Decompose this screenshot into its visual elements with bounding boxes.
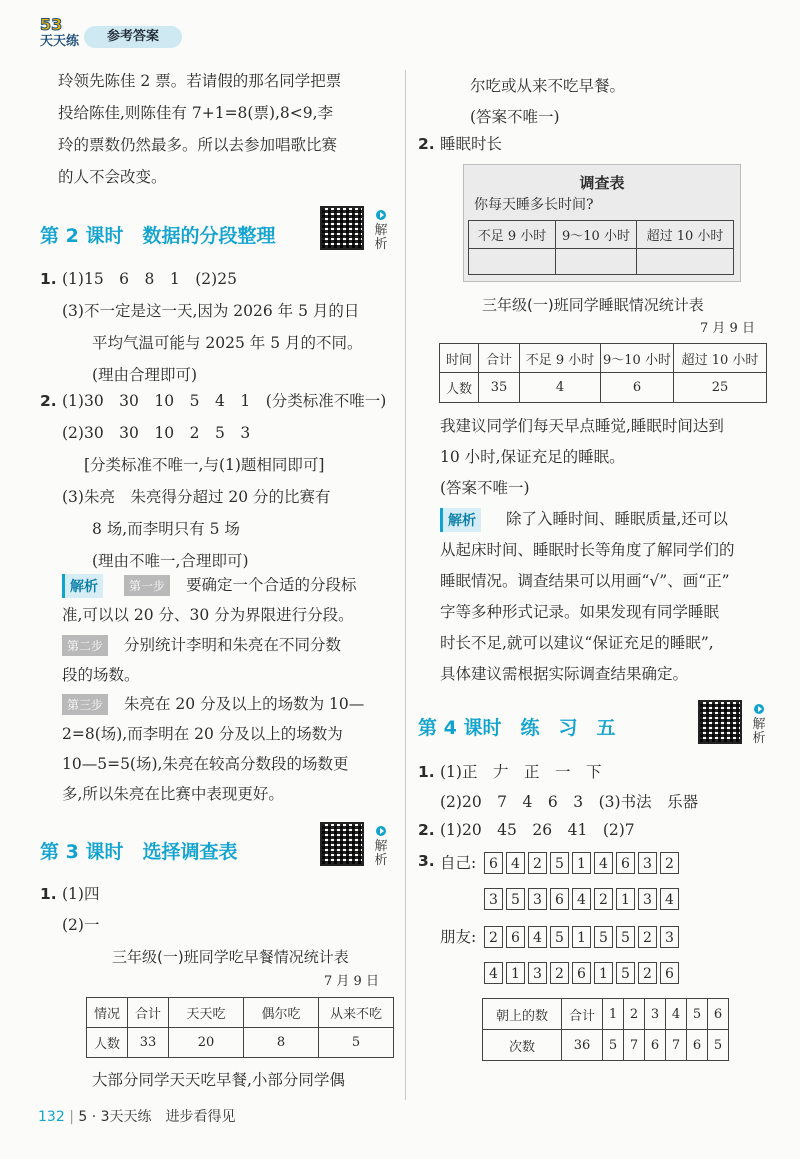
digit-box: 5 [550, 852, 569, 874]
digit-box: 4 [660, 888, 679, 910]
qr-code-icon[interactable] [320, 206, 364, 250]
digit-box: 6 [660, 962, 679, 984]
table-title: 三年级(一)班同学睡眠情况统计表 [482, 296, 704, 314]
table-title: 三年级(一)班同学吃早餐情况统计表 [112, 948, 349, 966]
continued-text: 的人不会改变。 [58, 168, 167, 186]
sleep-table [439, 343, 767, 403]
continued-text: 玲的票数仍然最多。所以去参加唱歌比赛 [58, 136, 338, 154]
table-header: 5 [687, 999, 708, 1030]
table-header: 偶尔吃 [244, 998, 319, 1028]
digit-box: 6 [484, 852, 503, 874]
digit-box: 3 [528, 962, 547, 984]
digit-box: 2 [550, 962, 569, 984]
table-header: 2 [624, 999, 645, 1030]
answer-line: (1)15 6 8 1 (2)25 [62, 270, 237, 288]
analysis-text: 具体建议需根据实际调查结果确定。 [440, 665, 689, 683]
answer-line: 睡眠时长 [440, 135, 503, 153]
continued-text: 投给陈佳,则陈佳有 7+1=8(票),8<9,李 [58, 104, 334, 122]
table-cell: 4 [520, 373, 601, 403]
svg-text:53: 53 [40, 15, 63, 34]
survey-question: 你每天睡多长时间? [474, 197, 594, 213]
analysis-text: 多,所以朱亮在比赛中表现更好。 [62, 785, 284, 803]
step-tag: 第一步 [124, 575, 170, 596]
digit-box: 3 [638, 852, 657, 874]
table-cell: 7 [624, 1030, 645, 1061]
question-number: 1. [418, 763, 435, 781]
digit-box: 5 [616, 962, 635, 984]
table-date: 7 月 9 日 [324, 974, 379, 989]
question-number: 2. [418, 821, 435, 839]
digit-box: 5 [506, 888, 525, 910]
lesson-3-title: 第 3 课时 选择调查表 [40, 841, 238, 863]
answer-line: (1)四 [62, 885, 100, 903]
brand-logo [38, 14, 82, 48]
digit-box: 3 [660, 926, 679, 948]
table-header: 不足 9 小时 [520, 344, 601, 373]
answer-line: (2)一 [62, 916, 100, 934]
answer-line: (1)20 45 26 41 (2)7 [440, 821, 635, 839]
qr-label: 解析 [374, 839, 388, 868]
footer-slogan: 5 · 3天天练 进步看得见 [78, 1109, 236, 1125]
survey-option: 9～10 小时 [556, 221, 637, 249]
table-header: 合计 [562, 999, 603, 1030]
digit-box: 5 [594, 926, 613, 948]
digit-box: 2 [638, 926, 657, 948]
table-cell: 8 [244, 1028, 319, 1058]
digit-box: 3 [528, 888, 547, 910]
question-number: 1. [40, 885, 57, 903]
digit-box: 6 [572, 962, 591, 984]
table-cell: 35 [479, 373, 520, 403]
digit-box: 2 [484, 926, 503, 948]
svg-text:天天练: 天天练 [40, 34, 80, 48]
table-cell: 5 [708, 1030, 729, 1061]
digit-box: 5 [550, 926, 569, 948]
table-header: 4 [666, 999, 687, 1030]
digit-box: 1 [506, 962, 525, 984]
answer-line: 10 小时,保证充足的睡眠。 [440, 448, 625, 466]
table-header: 1 [603, 999, 624, 1030]
digit-box: 4 [484, 962, 503, 984]
answer-line: (理由合理即可) [92, 366, 198, 384]
question-number: 3. [418, 852, 435, 870]
dice-table [482, 998, 729, 1061]
step-tag: 第二步 [62, 635, 108, 656]
breakfast-table [86, 997, 394, 1058]
digit-box: 6 [550, 888, 569, 910]
table-header: 6 [708, 999, 729, 1030]
answer-line: (理由不唯一,合理即可) [92, 552, 249, 570]
continued-text: (答案不唯一) [470, 108, 560, 126]
friend-row-1 [484, 926, 682, 948]
answer-line: 8 场,而李明只有 5 场 [92, 520, 240, 538]
survey-table [468, 220, 734, 275]
digit-box: 3 [484, 888, 503, 910]
survey-option: 超过 10 小时 [637, 221, 734, 249]
analysis-text: 除了入睡时间、睡眠质量,还可以 [506, 510, 728, 528]
analysis-text: 要确定一个合适的分段标 [186, 576, 357, 594]
table-cell: 6 [687, 1030, 708, 1061]
analysis-text: 字等多种形式记录。如果发现有同学睡眠 [440, 603, 720, 621]
answer-line: 平均气温可能与 2025 年 5 月的不同。 [92, 334, 363, 352]
self-label: 自己: [440, 854, 477, 872]
digit-box: 1 [572, 926, 591, 948]
digit-box: 2 [660, 852, 679, 874]
table-header: 朝上的数 [483, 999, 562, 1030]
qr-label: 解析 [374, 223, 388, 252]
table-cell: 36 [562, 1030, 603, 1061]
answer-badge: 参考答案 [84, 26, 182, 48]
table-cell: 7 [666, 1030, 687, 1061]
qr-label: 解析 [752, 717, 766, 746]
digit-box: 4 [594, 852, 613, 874]
question-number: 2. [418, 135, 435, 153]
answer-line: 我建议同学们每天早点睡觉,睡眠时间达到 [440, 417, 724, 435]
answer-line: (2)20 7 4 6 3 (3)书法 乐器 [440, 793, 699, 811]
digit-box: 4 [528, 926, 547, 948]
answer-line: (答案不唯一) [440, 479, 530, 497]
qr-code-icon[interactable] [320, 822, 364, 866]
table-date: 7 月 9 日 [700, 321, 755, 336]
survey-title: 调查表 [579, 174, 625, 192]
table-cell: 25 [674, 373, 767, 403]
analysis-text: 段的场数。 [62, 666, 140, 684]
answer-line: [分类标准不唯一,与(1)题相同即可] [84, 456, 325, 474]
table-header: 从来不吃 [319, 998, 394, 1028]
digit-box: 2 [638, 962, 657, 984]
table-cell: 5 [603, 1030, 624, 1061]
self-row-2 [484, 888, 682, 910]
analysis-text: 准,可以以 20 分、30 分为界限进行分段。 [62, 606, 354, 624]
digit-box: 5 [616, 926, 635, 948]
table-header: 情况 [87, 998, 128, 1028]
table-cell: 人数 [440, 373, 479, 403]
page-footer: 132 | 5 · 3天天练 进步看得见 [38, 1109, 236, 1125]
analysis-tag: 解析 [440, 508, 481, 532]
analysis-text: 2=8(场),而李明在 20 分及以上的场数为 [62, 725, 343, 743]
column-divider [405, 70, 406, 1100]
play-icon [376, 826, 386, 836]
digit-box: 1 [572, 852, 591, 874]
friend-row-2 [484, 962, 682, 984]
table-cell: 人数 [87, 1028, 128, 1058]
table-cell: 33 [128, 1028, 169, 1058]
answer-line: (2)30 30 10 2 5 3 [62, 424, 251, 442]
digit-box: 1 [594, 962, 613, 984]
self-row-1 [484, 852, 682, 874]
digit-box: 4 [572, 888, 591, 910]
digit-box: 2 [594, 888, 613, 910]
analysis-text: 时长不足,就可以建议“保证充足的睡眠”, [440, 634, 714, 652]
play-icon [754, 704, 764, 714]
digit-box: 6 [616, 852, 635, 874]
table-cell: 5 [319, 1028, 394, 1058]
analysis-text: 10—5=5(场),朱亮在较高分数段的场数更 [62, 755, 349, 773]
table-header: 超过 10 小时 [674, 344, 767, 373]
lesson-2-title: 第 2 课时 数据的分段整理 [40, 225, 276, 247]
digit-box: 6 [506, 926, 525, 948]
analysis-tag: 解析 [62, 574, 103, 598]
table-header: 3 [645, 999, 666, 1030]
table-header: 时间 [440, 344, 479, 373]
table-header: 合计 [479, 344, 520, 373]
play-icon [376, 210, 386, 220]
continued-text: 玲领先陈佳 2 票。若请假的那名同学把票 [58, 72, 342, 90]
table-cell: 次数 [483, 1030, 562, 1061]
table-cell: 6 [601, 373, 674, 403]
answer-line: (3)朱亮 朱亮得分超过 20 分的比赛有 [62, 488, 331, 506]
lesson-4-title: 第 4 课时 练 习 五 [418, 717, 616, 739]
digit-box: 3 [638, 888, 657, 910]
table-cell: 6 [645, 1030, 666, 1061]
step-tag: 第三步 [62, 694, 108, 715]
digit-box: 4 [506, 852, 525, 874]
qr-code-icon[interactable] [698, 700, 742, 744]
continued-text: 尔吃或从来不吃早餐。 [470, 77, 626, 95]
question-number: 2. [40, 392, 57, 410]
page-number: 132 [38, 1109, 65, 1125]
digit-box: 1 [616, 888, 635, 910]
analysis-text: 从起床时间、睡眠时长等角度了解同学们的 [440, 541, 735, 559]
friend-label: 朋友: [440, 928, 477, 946]
table-header: 9～10 小时 [601, 344, 674, 373]
analysis-text: 朱亮在 20 分及以上的场数为 10— [124, 695, 365, 713]
analysis-text: 睡眠情况。调查结果可以用画“√”、画“正” [440, 572, 730, 590]
answer-line: (1)30 30 10 5 4 1 (分类标准不唯一) [62, 392, 387, 410]
question-number: 1. [40, 270, 57, 288]
table-header: 天天吃 [169, 998, 244, 1028]
digit-box: 2 [528, 852, 547, 874]
answer-line: (1)正 𠂇 正 一 下 [440, 763, 602, 781]
survey-option: 不足 9 小时 [469, 221, 556, 249]
analysis-text: 分别统计李明和朱亮在不同分数 [124, 636, 342, 654]
answer-line: (3)不一定是这一天,因为 2026 年 5 月的日 [62, 302, 360, 320]
answer-line: 大部分同学天天吃早餐,小部分同学偶 [92, 1071, 345, 1089]
table-header: 合计 [128, 998, 169, 1028]
table-cell: 20 [169, 1028, 244, 1058]
